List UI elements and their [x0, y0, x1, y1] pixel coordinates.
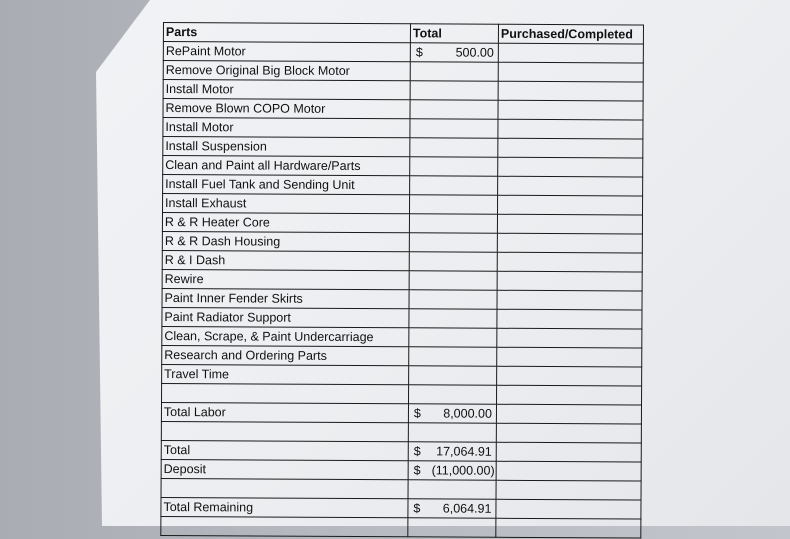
summary-label: Total Remaining	[161, 497, 408, 517]
item-total	[410, 100, 498, 119]
item-label: Rewire	[162, 269, 409, 289]
item-label: Research and Ordering Parts	[162, 345, 409, 365]
item-purchased	[497, 347, 642, 367]
currency-symbol: $	[415, 45, 423, 60]
item-total	[409, 233, 497, 252]
total-labor-row	[161, 402, 641, 424]
item-total	[409, 347, 497, 366]
summary-purchased	[496, 461, 641, 481]
item-total	[410, 81, 498, 100]
summary-total	[408, 461, 496, 480]
summary-purchased	[496, 442, 641, 462]
table-row	[162, 307, 642, 329]
item-total	[409, 328, 497, 347]
total-row	[161, 440, 641, 462]
item-label: Clean, Scrape, & Paint Undercarriage	[162, 326, 409, 346]
header-parts: Parts	[163, 23, 410, 43]
parts-table	[160, 22, 644, 539]
amount: (11,000.00)	[431, 463, 495, 478]
item-purchased	[497, 366, 642, 386]
item-total	[409, 252, 497, 271]
summary-label: Total	[161, 440, 408, 460]
item-purchased	[498, 176, 643, 196]
table-row	[163, 118, 643, 140]
header-row	[163, 23, 643, 45]
item-label: Paint Radiator Support	[162, 307, 409, 327]
table-row	[163, 61, 643, 83]
item-total	[409, 214, 497, 233]
item-purchased	[497, 233, 642, 253]
amount: 6,064.91	[442, 501, 492, 516]
table-row	[162, 213, 642, 235]
table-row	[162, 231, 642, 253]
header-purchased: Purchased/Completed	[498, 24, 643, 44]
item-label: Install Motor	[163, 80, 410, 100]
item-purchased	[497, 195, 642, 215]
table-row	[163, 194, 643, 216]
deposit-row	[161, 459, 641, 481]
header-total: Total	[410, 24, 498, 43]
total-remaining-row	[161, 497, 641, 519]
item-label: R & R Dash Housing	[162, 231, 409, 251]
summary-total	[408, 442, 496, 461]
item-purchased	[497, 252, 642, 272]
item-purchased	[497, 328, 642, 348]
item-total	[410, 157, 498, 176]
item-label: Remove Blown COPO Motor	[163, 99, 410, 119]
table-row	[162, 269, 642, 291]
item-purchased	[498, 138, 643, 158]
item-purchased	[498, 62, 643, 82]
table-row	[163, 137, 643, 159]
item-total	[410, 119, 498, 138]
table-row	[162, 250, 642, 272]
item-label: RePaint Motor	[163, 42, 410, 62]
blank-row	[161, 421, 641, 443]
item-label: Install Motor	[163, 118, 410, 138]
currency-symbol: $	[413, 463, 421, 478]
currency-symbol: $	[413, 444, 421, 459]
summary-total	[408, 404, 496, 423]
item-label: Paint Inner Fender Skirts	[162, 288, 409, 308]
table-row	[163, 80, 643, 102]
item-total	[410, 138, 498, 157]
item-total	[409, 271, 497, 290]
item-purchased	[498, 81, 643, 101]
amount: 8,000.00	[443, 406, 492, 421]
amount: 500.00	[455, 45, 494, 60]
item-purchased	[497, 271, 642, 291]
blank-row	[161, 478, 641, 500]
item-total	[410, 176, 498, 195]
item-total	[409, 366, 497, 385]
currency-symbol: $	[413, 501, 421, 516]
item-total	[409, 290, 497, 309]
summary-purchased	[496, 499, 641, 519]
price-sheet	[160, 22, 643, 539]
table-row	[162, 288, 642, 310]
item-label: Travel Time	[162, 364, 409, 384]
summary-label: Deposit	[161, 459, 408, 479]
item-purchased	[498, 157, 643, 177]
item-label: R & I Dash	[162, 250, 409, 270]
item-purchased	[498, 119, 643, 139]
table-row	[163, 175, 643, 197]
table-row	[162, 364, 642, 386]
item-total	[409, 195, 497, 214]
summary-label: Total Labor	[161, 402, 408, 422]
table-row	[163, 156, 643, 178]
item-label: Install Exhaust	[163, 194, 410, 214]
table-row	[163, 42, 643, 64]
blank-row	[161, 516, 641, 538]
item-purchased	[498, 100, 643, 120]
item-total	[409, 309, 497, 328]
item-label: R & R Heater Core	[162, 213, 409, 233]
item-label: Clean and Paint all Hardware/Parts	[163, 156, 410, 176]
item-purchased	[497, 309, 642, 329]
item-total	[410, 43, 498, 62]
item-purchased	[497, 214, 642, 234]
item-label: Remove Original Big Block Motor	[163, 61, 410, 81]
summary-purchased	[496, 404, 641, 424]
amount: 17,064.91	[436, 444, 492, 459]
item-purchased	[498, 43, 643, 63]
item-label: Install Suspension	[163, 137, 410, 157]
item-label: Install Fuel Tank and Sending Unit	[163, 175, 410, 195]
currency-symbol: $	[413, 406, 421, 421]
table-row	[163, 99, 643, 121]
item-total	[410, 62, 498, 81]
blank-row	[162, 383, 642, 405]
item-purchased	[497, 290, 642, 310]
table-row	[162, 345, 642, 367]
table-row	[162, 326, 642, 348]
summary-total	[408, 499, 496, 518]
